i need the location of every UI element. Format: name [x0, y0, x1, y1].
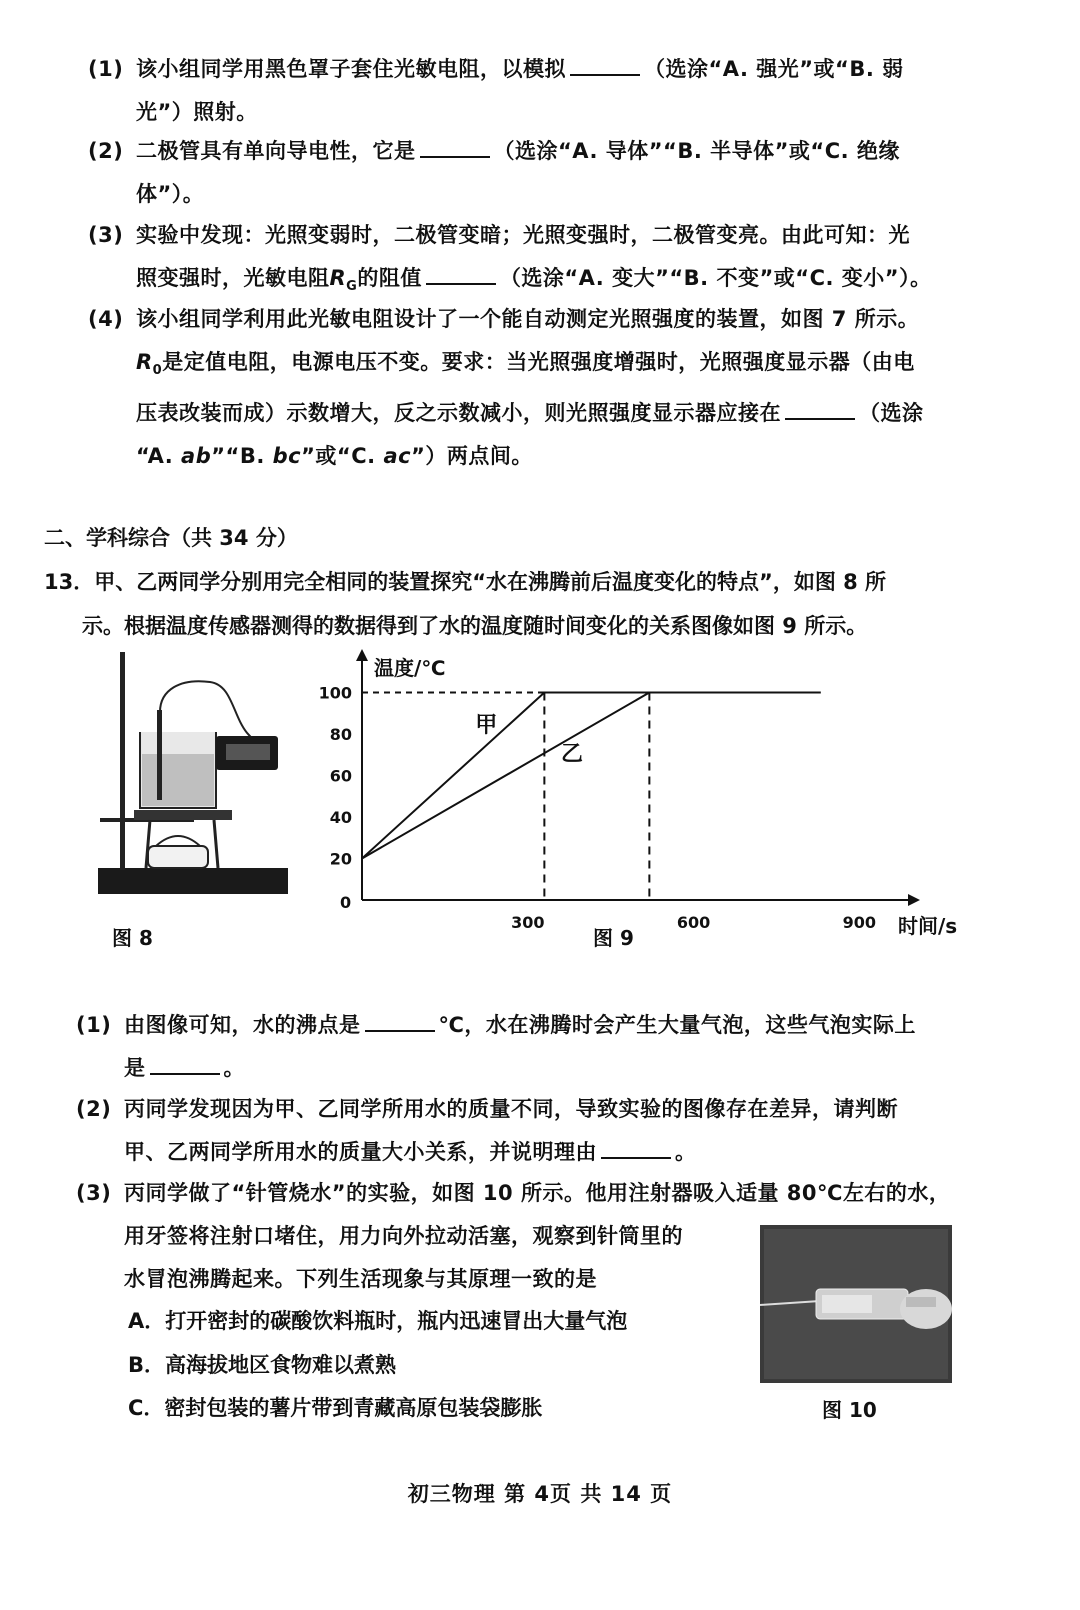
question-4	[88, 298, 1018, 478]
page-footer: 初三物理 第 4页 共 14 页	[407, 1482, 673, 1506]
water	[142, 754, 214, 806]
series-line-yi	[362, 693, 821, 859]
answer-blank[interactable]	[150, 1053, 220, 1075]
wire-gauze	[134, 810, 232, 820]
question-text: 照变强时，光敏电阻	[136, 266, 330, 290]
question-text: 甲、乙两同学所用水的质量大小关系，并说明理由	[124, 1140, 597, 1164]
question-text: 。	[675, 1140, 697, 1164]
question-text: 示。根据温度传感器测得的数据得到了水的温度随时间变化的关系图像如图 9 所示。	[82, 614, 868, 638]
hand	[900, 1289, 952, 1329]
x-tick-label: 600	[676, 913, 711, 932]
figure-8-apparatus	[90, 650, 290, 900]
question-text: ”“B.	[211, 444, 273, 469]
option-ac: ac	[383, 444, 412, 469]
answer-blank[interactable]	[570, 54, 640, 76]
option-ab: ab	[181, 444, 212, 469]
figure-10-photo	[760, 1225, 952, 1383]
question-text: （选涂“A. 强光”或“B. 弱	[644, 57, 904, 81]
question-text: 丙同学做了“针管烧水”的实验，如图 10 所示。他用注射器吸入适量 80℃左右的水，	[124, 1181, 951, 1205]
flame	[156, 836, 200, 846]
alcohol-lamp	[148, 846, 208, 868]
y-tick-label: 80	[329, 725, 352, 744]
question-text: 是定值电阻，电源电压不变。要求：当光照强度增强时，光照强度显示器（由电	[162, 350, 915, 374]
question-number: (1)	[88, 57, 124, 81]
option-c[interactable]: C．密封包装的薯片带到青藏高原包装袋膨胀	[128, 1396, 543, 1420]
question-text: 丙同学发现因为甲、乙同学所用水的质量不同，导致实验的图像存在差异，请判断	[124, 1097, 898, 1121]
question-text: 。	[223, 1056, 245, 1080]
sensor-display	[226, 744, 270, 760]
answer-blank[interactable]	[426, 263, 496, 285]
question-text: “A.	[136, 444, 182, 469]
y-tick-label: 20	[329, 849, 352, 869]
answer-blank[interactable]	[785, 398, 855, 420]
y-tick-label: 100	[318, 683, 352, 703]
question-number: (2)	[76, 1097, 112, 1121]
stand-base	[98, 868, 288, 894]
question-text: 光”）照射。	[136, 100, 258, 124]
question-text: 水冒泡沸腾起来。下列生活现象与其原理一致的是	[124, 1267, 597, 1291]
question-2	[88, 130, 1018, 216]
question-text: 是	[124, 1056, 146, 1080]
option-a[interactable]: A．打开密封的碳酸饮料瓶时，瓶内迅速冒出大量气泡	[128, 1309, 628, 1333]
x-tick-label: 900	[842, 913, 877, 932]
answer-blank[interactable]	[365, 1010, 435, 1032]
resistor-symbol: R	[329, 266, 347, 290]
y-tick-label: 40	[329, 808, 352, 827]
question-number: (2)	[88, 139, 124, 163]
y-axis-arrow	[356, 649, 368, 661]
question-3	[88, 214, 1018, 308]
question-1	[88, 48, 1018, 134]
temperature-probe	[157, 710, 162, 800]
question-text: 该小组同学利用此光敏电阻设计了一个能自动测定光照强度的装置，如图 7 所示。	[136, 307, 920, 331]
question-text: 二极管具有单向导电性，它是	[136, 139, 416, 163]
question-number: (4)	[88, 307, 124, 331]
question-text: 13．甲、乙两同学分别用完全相同的装置探究“水在沸腾前后温度变化的特点”，如图 8 所	[44, 570, 887, 594]
y-tick-label: 60	[329, 766, 352, 786]
answer-blank[interactable]	[420, 136, 490, 158]
x-axis-label: 时间/s	[898, 914, 958, 938]
syringe-water	[822, 1295, 872, 1313]
x-tick-label: 300	[511, 913, 545, 932]
resistor-subscript: G	[346, 279, 358, 295]
figure-8-caption: 图 8	[112, 926, 153, 950]
question-text: （选涂“A. 变大”“B. 不变”或“C. 变小”）。	[499, 266, 932, 290]
question-text: 压表改装而成）示数增大，反之示数减小，则光照强度显示器应接在	[136, 401, 781, 426]
question-number: (1)	[76, 1013, 112, 1037]
question-text: ”）两点间。	[411, 444, 533, 469]
figure-10-caption: 图 10	[822, 1398, 877, 1422]
question-text: ”或“C.	[301, 444, 384, 469]
x-axis-arrow	[908, 894, 920, 906]
stand-rod	[120, 652, 125, 870]
option-b[interactable]: B．高海拔地区食物难以煮熟	[128, 1353, 397, 1377]
resistor-subscript: 0	[152, 363, 163, 379]
question-number: (3)	[88, 223, 124, 247]
series-label-jia: 甲	[475, 712, 498, 738]
answer-blank[interactable]	[601, 1137, 671, 1159]
section-title: 二、学科综合（共 34 分）	[44, 526, 298, 550]
question-text: 用牙签将注射口堵住，用力向外拉动活塞，观察到针筒里的	[124, 1224, 683, 1248]
question-13	[44, 560, 1024, 648]
question-13-1	[76, 1004, 1026, 1090]
plunger	[906, 1297, 936, 1307]
question-text: （选涂	[859, 401, 924, 426]
figure-9-chart	[300, 645, 1000, 945]
question-13-2	[76, 1088, 1026, 1174]
figure-9-caption: 图 9	[593, 926, 634, 950]
question-text: （选涂“A. 导体”“B. 半导体”或“C. 绝缘	[493, 139, 900, 163]
question-text: 由图像可知，水的沸点是	[124, 1013, 361, 1037]
question-text: 体”）。	[136, 182, 205, 206]
question-text: 该小组同学用黑色罩子套住光敏电阻，以模拟	[136, 57, 566, 81]
origin-label: 0	[340, 893, 352, 912]
series-line-jia	[362, 693, 821, 859]
y-axis-label: 温度/℃	[374, 656, 446, 680]
question-text: 实验中发现：光照变弱时，二极管变暗；光照变强时，二极管变亮。由此可知：光	[136, 223, 910, 247]
resistor-symbol: R	[136, 350, 153, 374]
question-number: (3)	[76, 1181, 112, 1205]
tripod-leg	[214, 820, 218, 868]
series-label-yi: 乙	[560, 741, 583, 767]
option-bc: bc	[272, 444, 302, 469]
question-text: ℃，水在沸腾时会产生大量气泡，这些气泡实际上	[438, 1013, 916, 1037]
question-text: 的阻值	[357, 266, 422, 290]
